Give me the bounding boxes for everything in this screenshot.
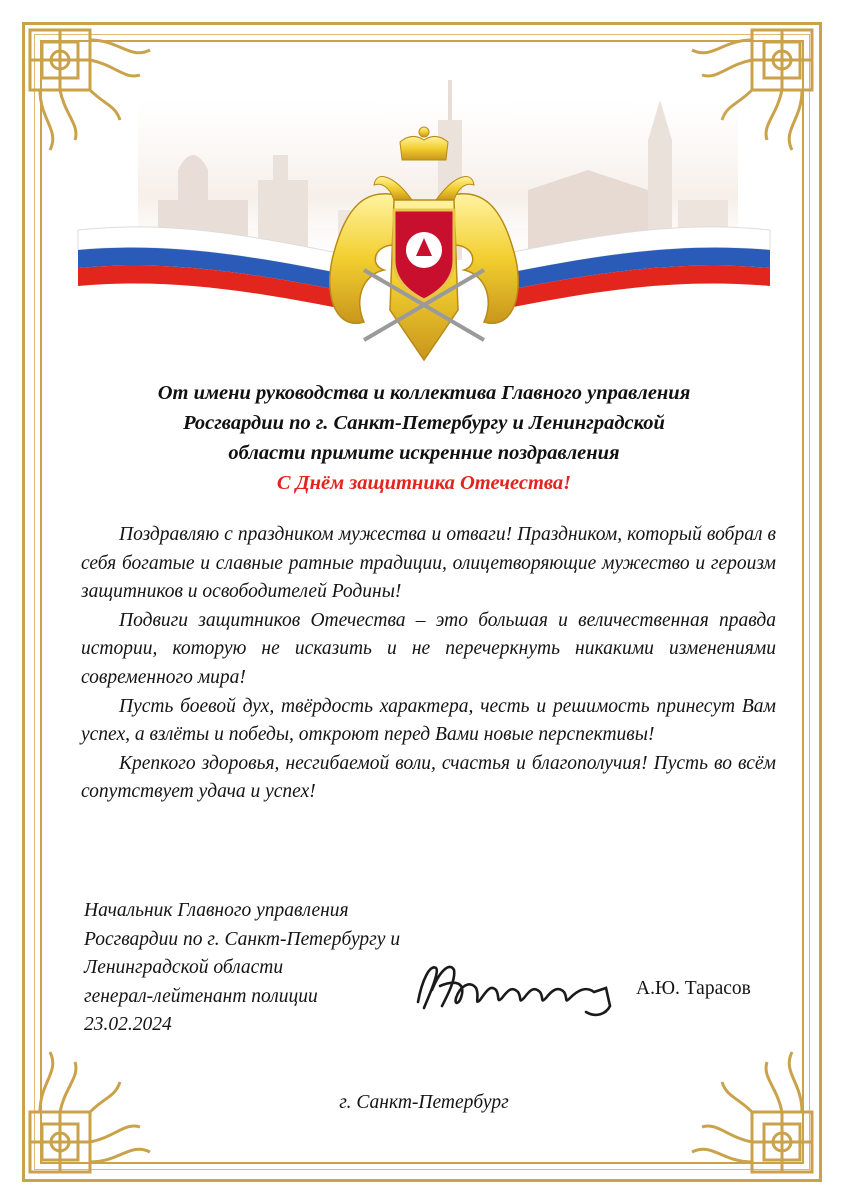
letter-date: 23.02.2024: [84, 1014, 172, 1036]
signer-title-line: Начальник Главного управления: [84, 900, 349, 921]
letter-body: [81, 521, 776, 807]
header-line: Росгвардии по г. Санкт-Петербургу и Ленинградской: [183, 412, 665, 434]
body-paragraph: Поздравляю с праздником мужества и отваги! Праздником, который вобрал в себя богатые и славные ратные традиции, олицетворяющие мужество и героизм защитников и освободителей Родины!: [81, 524, 776, 603]
signer-name: А.Ю. Тарасов: [636, 978, 751, 999]
signer-title-line: Ленинградской области: [84, 957, 284, 979]
body-paragraph: Крепкого здоровья, несгибаемой воли, счастья и благополучия! Пусть во всём сопутствует удача и успех!: [81, 752, 776, 803]
holiday-title: С Днём защитника Отечества!: [276, 472, 572, 494]
header-line: области примите искренние поздравления: [228, 442, 620, 464]
header-banner: [48, 60, 800, 370]
city-footer: г. Санкт-Петербург: [339, 1092, 509, 1113]
body-paragraph: Подвиги защитников Отечества – это большая и величественная правда истории, которую не исказить и не перечеркнуть никакими изменениями современного мира!: [81, 609, 776, 688]
letter-header: [80, 378, 768, 498]
signer-rank: генерал-лейтенант полиции: [84, 985, 318, 1007]
header-line: От имени руководства и коллектива Главного управления: [157, 382, 691, 404]
signer-title-line: Росгвардии по г. Санкт-Петербургу и: [84, 928, 401, 950]
handwritten-signature: [410, 950, 625, 1020]
body-paragraph: Пусть боевой дух, твёрдость характера, честь и решимость принесут Вам успех, а взлёты и победы, откроют перед Вами новые перспективы!: [81, 695, 776, 746]
